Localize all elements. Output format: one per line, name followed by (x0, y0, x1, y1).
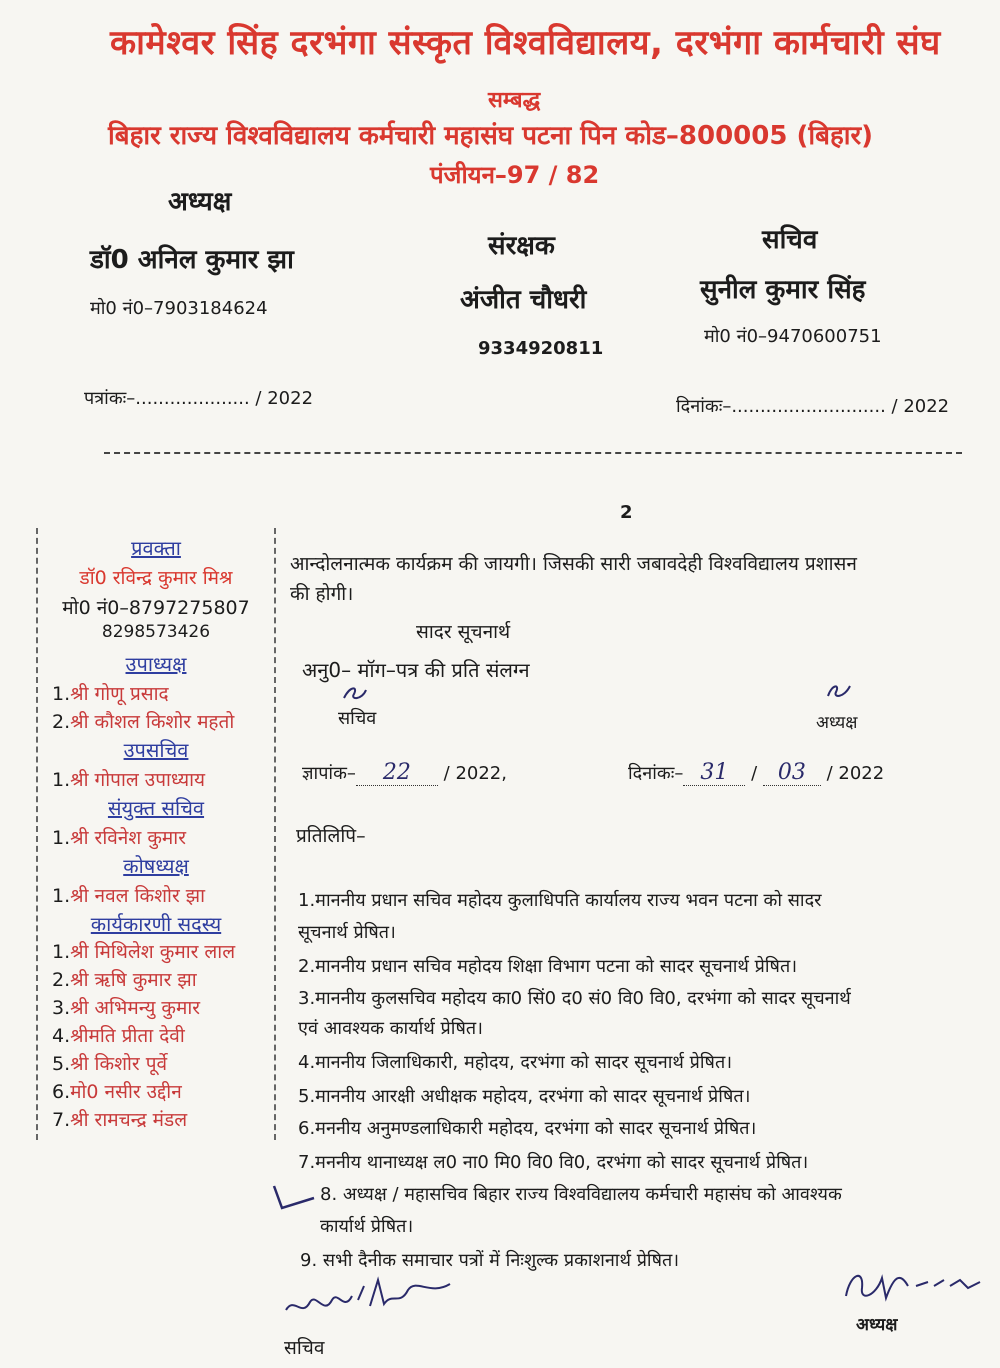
member-name: श्री अभिमन्यु कुमार (70, 997, 201, 1019)
member-number: 6. (52, 1081, 71, 1103)
executive-member-2 (52, 966, 197, 992)
copy-2: 2.माननीय प्रधान सचिव महोदय शिक्षा विभाग पटना को सादर सूचनार्थ प्रेषित। (298, 956, 798, 977)
deputy-secretary-1 (52, 766, 205, 792)
affiliated-label: सम्बद्ध (488, 88, 541, 113)
secretary-signature (280, 1266, 460, 1332)
copy-7: 7.मननीय थानाध्यक्ष ल0 ना0 मि0 वि0 वि0, दरभंगा को सादर सूचनार्थ प्रेषित। (298, 1152, 809, 1173)
copy-6: 6.मननीय अनुमण्डलाधिकारी महोदय, दरभंगा को सादर सूचनार्थ प्रेषित। (298, 1118, 757, 1139)
date-month: 03 (763, 760, 821, 786)
union-title: कामेश्वर सिंह दरभंगा संस्कृत विश्वविद्यालय, दरभंगा कार्मचारी संघ (110, 23, 941, 63)
regards-line: सादर सूचनार्थ (416, 621, 511, 643)
spokesperson-phone-1: मो0 नं0–8797275807 (62, 597, 250, 619)
spokesperson-label: प्रवक्ता (131, 536, 181, 560)
memo-line (302, 760, 507, 786)
separator-line (104, 452, 962, 454)
treasurer-label: कोषध्यक्ष (123, 854, 189, 878)
member-name: श्री गोपाल उपाध्याय (70, 769, 206, 791)
joint-secretary-label: संयुक्त सचिव (107, 796, 205, 820)
copy-1-line-2: सूचनार्थ प्रेषित। (298, 922, 396, 943)
joint-secretary-1 (52, 824, 186, 850)
vice-president-2 (52, 708, 234, 734)
copy-4: 4.माननीय जिलाधिकारी, महोदय, दरभंगा को सादर सूचनार्थ प्रेषित। (298, 1052, 733, 1073)
member-name: श्री रविनेश कुमार (70, 827, 186, 849)
date-day: 31 (683, 760, 745, 786)
patron-name: अंजीत चौधरी (460, 285, 587, 315)
member-number: 5. (52, 1053, 71, 1075)
spokesperson-phone-2: 8298573426 (101, 622, 211, 642)
member-number: 2. (52, 969, 71, 991)
member-name: श्री रामचन्द्र मंडल (70, 1109, 188, 1131)
patron-label: संरक्षक (488, 231, 555, 261)
paragraph-line-1: आन्दोलनात्मक कार्यक्रम की जायगी। जिसकी सारी जबावदेही विश्वविद्यालय प्रशासन (290, 553, 857, 575)
member-name: श्री ऋषि कुमार झा (70, 969, 197, 991)
member-number: 3. (52, 997, 71, 1019)
member-name: श्री मिथिलेश कुमार लाल (70, 941, 236, 963)
memo-date-line: दिनांकः– 31 / 03 / 2022 (628, 760, 885, 785)
executive-member-4 (52, 1022, 185, 1048)
president-name: डॉ0 अनिल कुमार झा (90, 245, 294, 275)
member-number: 7. (52, 1109, 71, 1131)
treasurer-1 (52, 882, 205, 908)
date-label: दिनांकः– (628, 763, 684, 784)
memo-year: / 2022, (443, 763, 507, 784)
member-number: 1. (52, 885, 71, 907)
body-president-label: अध्यक्ष (816, 713, 858, 733)
body-secretary-label: सचिव (338, 708, 377, 729)
memo-label: ज्ञापांक– (302, 763, 356, 784)
member-number: 4. (52, 1025, 71, 1047)
member-name: श्री नवल किशोर झा (70, 885, 206, 907)
vice-president-1 (52, 680, 169, 706)
footer-secretary-label: सचिव (284, 1337, 325, 1359)
copy-heading: प्रतिलिपि– (296, 825, 366, 847)
copy-1-line-1: 1.माननीय प्रधान सचिव महोदय कुलाधिपति कार्यालय राज्य भवन पटना को सादर (298, 890, 822, 911)
president-phone: मो0 नं0–7903184624 (90, 298, 268, 319)
copy-8-line-1: 8. अध्यक्ष / महासचिव बिहार राज्य विश्वविद्यालय कर्मचारी महासंघ को आवश्यक (320, 1184, 842, 1205)
federation-line: बिहार राज्य विश्वविद्यालय कर्मचारी महासंघ पटना पिन कोड–800005 (बिहार) (108, 121, 873, 151)
member-name: श्री गोणू प्रसाद (70, 683, 169, 705)
member-name: श्री किशोर पूर्वे (70, 1053, 168, 1075)
executive-member-7 (52, 1106, 187, 1132)
president-initial-signature (824, 680, 854, 702)
executive-member-1 (52, 938, 235, 964)
copy-5: 5.माननीय आरक्षी अधीक्षक महोदय, दरभंगा को सादर सूचनार्थ प्रेषित। (298, 1086, 751, 1107)
patron-phone: 9334920811 (478, 338, 604, 359)
secretary-name: सुनील कुमार सिंह (700, 275, 866, 305)
member-name: श्रीमति प्रीता देवी (70, 1025, 185, 1047)
copy-9: 9. सभी दैनीक समाचार पत्रों में निःशुल्क प्रकाशनार्थ प्रेषित। (300, 1250, 680, 1271)
secretary-label: सचिव (762, 225, 818, 255)
page-number: 2 (620, 502, 633, 523)
member-number: 1. (52, 769, 71, 791)
enclosure-line: अनु0– मॉग–पत्र की प्रति संलग्न (302, 658, 530, 682)
spokesperson-name: डॉ0 रविन्द्र कुमार मिश्र (79, 567, 233, 589)
member-number: 1. (52, 683, 71, 705)
member-number: 2. (52, 711, 71, 733)
president-signature (838, 1256, 988, 1316)
executive-members-label: कार्यकारणी सदस्य (90, 912, 222, 936)
executive-member-3 (52, 994, 200, 1020)
secretary-initial-signature (340, 684, 370, 704)
secretary-phone: मो0 नं0–9470600751 (704, 326, 882, 347)
copy-8-line-2: कार्यार्थ प्रेषित। (320, 1216, 414, 1237)
copy-3-line-2: एवं आवश्यक कार्यार्थ प्रेषित। (298, 1018, 483, 1039)
deputy-secretary-label: उपसचिव (123, 738, 189, 762)
vice-president-label: उपाध्यक्ष (125, 652, 187, 676)
executive-member-6 (52, 1078, 182, 1104)
member-name: मो0 नसीर उद्दीन (70, 1081, 182, 1103)
office-bearers-sidebar (36, 528, 276, 1140)
member-name: श्री कौशल किशोर महतो (70, 711, 235, 733)
date-year: / 2022 (826, 763, 885, 784)
letter-date: दिनांकः–........................... / 2022 (676, 396, 950, 417)
president-label: अध्यक्ष (168, 187, 232, 217)
member-number: 1. (52, 941, 71, 963)
registration-number: पंजीयन–97 / 82 (430, 161, 600, 189)
executive-member-5 (52, 1050, 167, 1076)
copy-3-line-1: 3.माननीय कुलसचिव महोदय का0 सिं0 द0 सं0 वि0 वि0, दरभंगा को सादर सूचनार्थ (298, 988, 851, 1009)
letter-number: पत्रांकः–.................... / 2022 (84, 388, 314, 409)
member-number: 1. (52, 827, 71, 849)
footer-president-label: अध्यक्ष (856, 1315, 898, 1335)
paragraph-line-2: की होगी। (290, 583, 354, 605)
memo-number: 22 (356, 760, 438, 786)
check-mark (268, 1180, 318, 1214)
